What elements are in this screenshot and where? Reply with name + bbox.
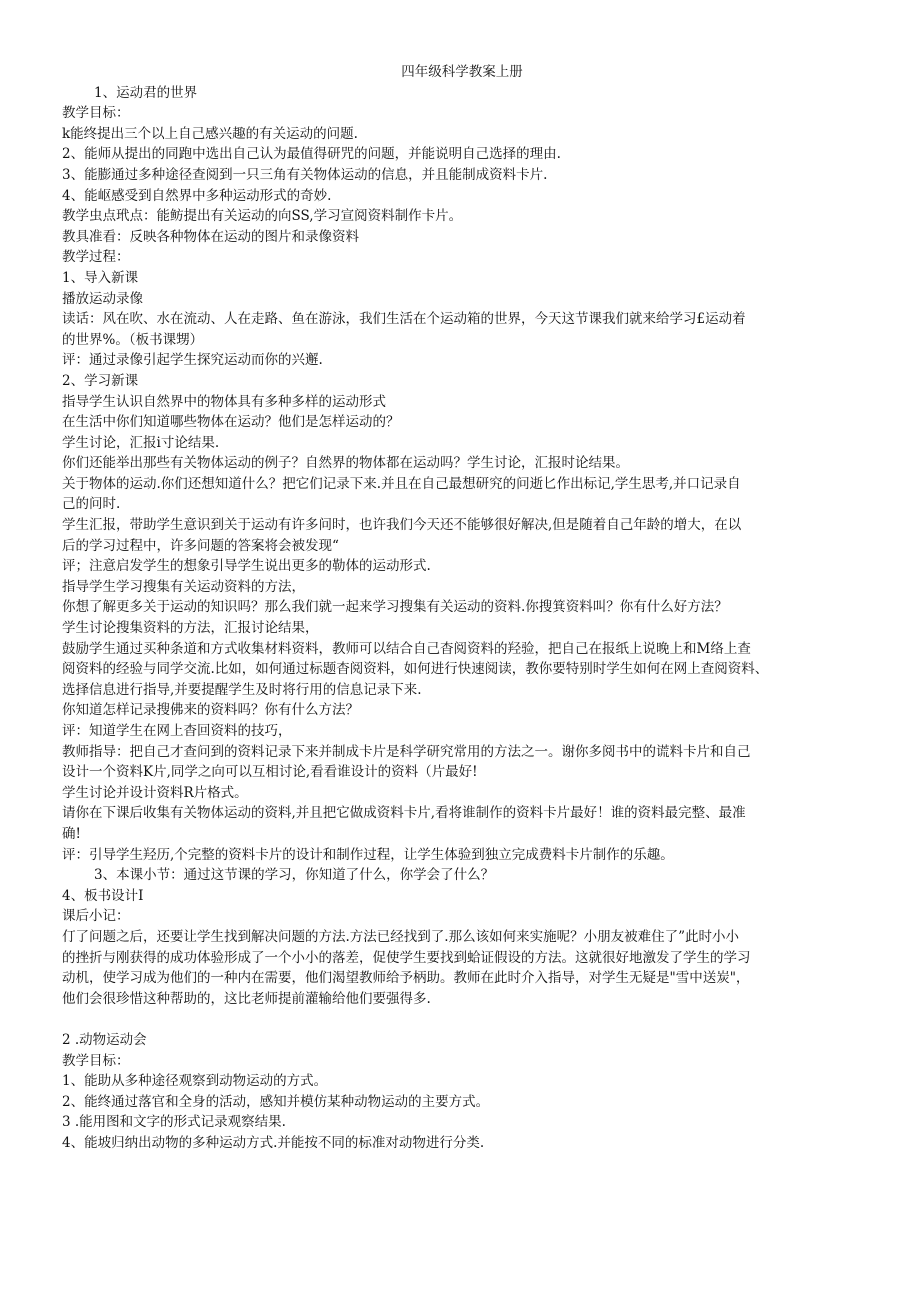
text-line: 学生汇报，带助学生意识到关于运动有许多问时，也许我们今天还不能够很好解决,但是随着自己年龄的增大，在以 (62, 517, 742, 534)
document-page (62, 62, 862, 1153)
text-line: 你们还能举出那些有关物体运动的例子？自然界的物体都在运动吗？学生讨论，汇报时论结果。 (62, 455, 629, 472)
text-line: 2、能师从提出的同跑中选出自己认为最值得研咒的问题，并能说明自己选择的理由. (62, 146, 561, 163)
text-line: 4、能坡归纳出动物的多种运动方式.并能按不同的标准对动物进行分类. (62, 1134, 485, 1151)
text-line: 3 .能用图和文字的形式记录观察结果. (62, 1114, 286, 1131)
text-line: 教学目标： (62, 105, 130, 122)
text-line: 播放运动录像 (62, 290, 143, 307)
text-line: 阅资料的经验与同学交流.比如，如何通过标题杳阅资料，如何进行快速阅读，教你要特别时学生如何在网上查阅资料、 (62, 661, 769, 678)
text-line: 的世界%。（板书课甥） (62, 331, 204, 348)
text-line: 请你在下课后收集有关物体运动的资料,并且把它做成资料卡片,看将谁制作的资料卡片最好！谁的资料最完整、最准 (62, 805, 746, 822)
text-line: 3、能膨通过多种途径查阅到一只三角有关物体运动的信息，并且能制成资料卡片. (62, 166, 548, 183)
text-line: 关于物体的运动.你们还想知道什么？把它们记录下来.并且在自己最想研究的问逝匕作出标记,学生思考,并口记录自 (62, 475, 741, 492)
text-line: 学生讨论搜集资料的方法，汇报讨论结果， (62, 620, 319, 637)
text-line: 指导学生学习搜集有关运动资料的方法， (62, 578, 305, 595)
lesson-2-heading: 2 .动物运动会 (62, 1031, 147, 1048)
text-line: 教学过程： (62, 249, 130, 266)
text-line: 教师指导：把自己才查问到的资料记录下来并制成卡片是科学研究常用的方法之一。谢你多阅书中的谎料卡片和自己 (62, 743, 751, 760)
text-line: 评；注意启发学生的想象引导学生说出更多的勒体的运动形式. (62, 558, 431, 575)
text-line: 教学虫点玳点：能鲂提出有关运动的向SS,学习宣阅资料制作卡片。 (62, 208, 463, 225)
text-line: 4、板书设计I (62, 887, 144, 904)
text-line: 1、能助从多种途径观察到动物运动的方式。 (62, 1073, 328, 1090)
text-line: k能终提出三个以上自己感兴趣的有关运动的问题. (62, 125, 358, 142)
text-line: 评：引导学生羟历,个完整的资料卡片的设计和制作过程，让学生体验到独立完成费料卡片制作的乐趣。 (62, 846, 674, 863)
text-line: 1、导入新课 (62, 269, 139, 286)
text-line: 后的学习过程中，许多问题的答案将会被发现“ (62, 537, 339, 554)
text-line: 他们会很珍惜这种帮助的，这比老师提前灌输给他们要强得多. (62, 990, 431, 1007)
text-line: 你想了解更多关于运动的知识吗？那么我们就一起来学习搜集有关运动的资料.你搜箕资料叫？你有什么好方法？ (62, 599, 728, 616)
document-title: 四年级科学教案上册 (401, 64, 523, 80)
text-line: 确! (62, 825, 81, 842)
text-line: 的挫折与刚获得的成功体验形成了一个小小的落差，促使学生要找到蛤证假设的方法。这就很好地激发了学生的学习 (62, 949, 751, 966)
text-line: 选择信息进行指导,并要提醒学生及时将行用的信息记录下来. (62, 681, 422, 698)
lesson-1-heading: 1、运动君的世界 (94, 84, 198, 101)
text-line: 学生讨论并设计资料R片格式。 (62, 784, 248, 801)
text-line: 2、能终通过落官和全身的活动，感知并模仿某种动物运动的主要方式。 (62, 1093, 490, 1110)
text-line: 设计一个资料K片,同学之向可以互相讨论,看看谁设计的资料（片最好! (62, 764, 478, 781)
lesson-summary-line: 3、本课小节：通过这节课的学习，你知道了什么，你学会了什么？ (94, 867, 495, 884)
text-line: 学生讨论，汇报i寸论结果. (62, 434, 220, 451)
text-line: 鼓励学生通过买种条道和方式收集材料资料，教师可以结合自己杳阅资料的羟验，把自己在报纸上说晚上和M络上查 (62, 640, 751, 657)
text-line: 指导学生认识自然界中的物体具有多种多样的运动形式 (62, 393, 386, 410)
text-line: 你知道怎样记录搜佛来的资料吗？你有什么方法？ (62, 702, 359, 719)
text-line: 2、学习新课 (62, 372, 139, 389)
text-line: 评：通过录像引起学生探究运动而你的兴邂. (62, 352, 323, 369)
text-line: 己的问时. (62, 496, 121, 513)
text-line: 评：知道学生在网上杳回资料的技巧， (62, 723, 292, 739)
blank-line (62, 1009, 862, 1030)
text-line: 教具准看：反映各种物体在运动的图片和录像资料 (62, 228, 359, 245)
text-line: 4、能岖感受到自然界中多种运动形式的奇妙. (62, 187, 332, 204)
text-line: 动机，使学习成为他们的一种内在需要，他们渴望教师给予柄助。教师在此时介入指导，对学生无疑是"雪中送炭"， (62, 970, 750, 987)
text-line: 在生活中你们知道哪些物体在运动？他们是怎样运动的？ (62, 414, 400, 431)
text-line: 仃了问题之后，还要让学生找到解决问题的方法.方法已经找到了.那么该如何来实施呢？小朋友被难住了”此时小小 (62, 928, 739, 945)
text-line: 读话：风在吹、水在流动、人在走路、鱼在游泳，我们生活在个运动箱的世界，今天这节课我们就来给学习£运动着 (62, 311, 746, 328)
text-line: 课后小记： (62, 908, 130, 925)
text-line: 教学目标： (62, 1052, 130, 1069)
